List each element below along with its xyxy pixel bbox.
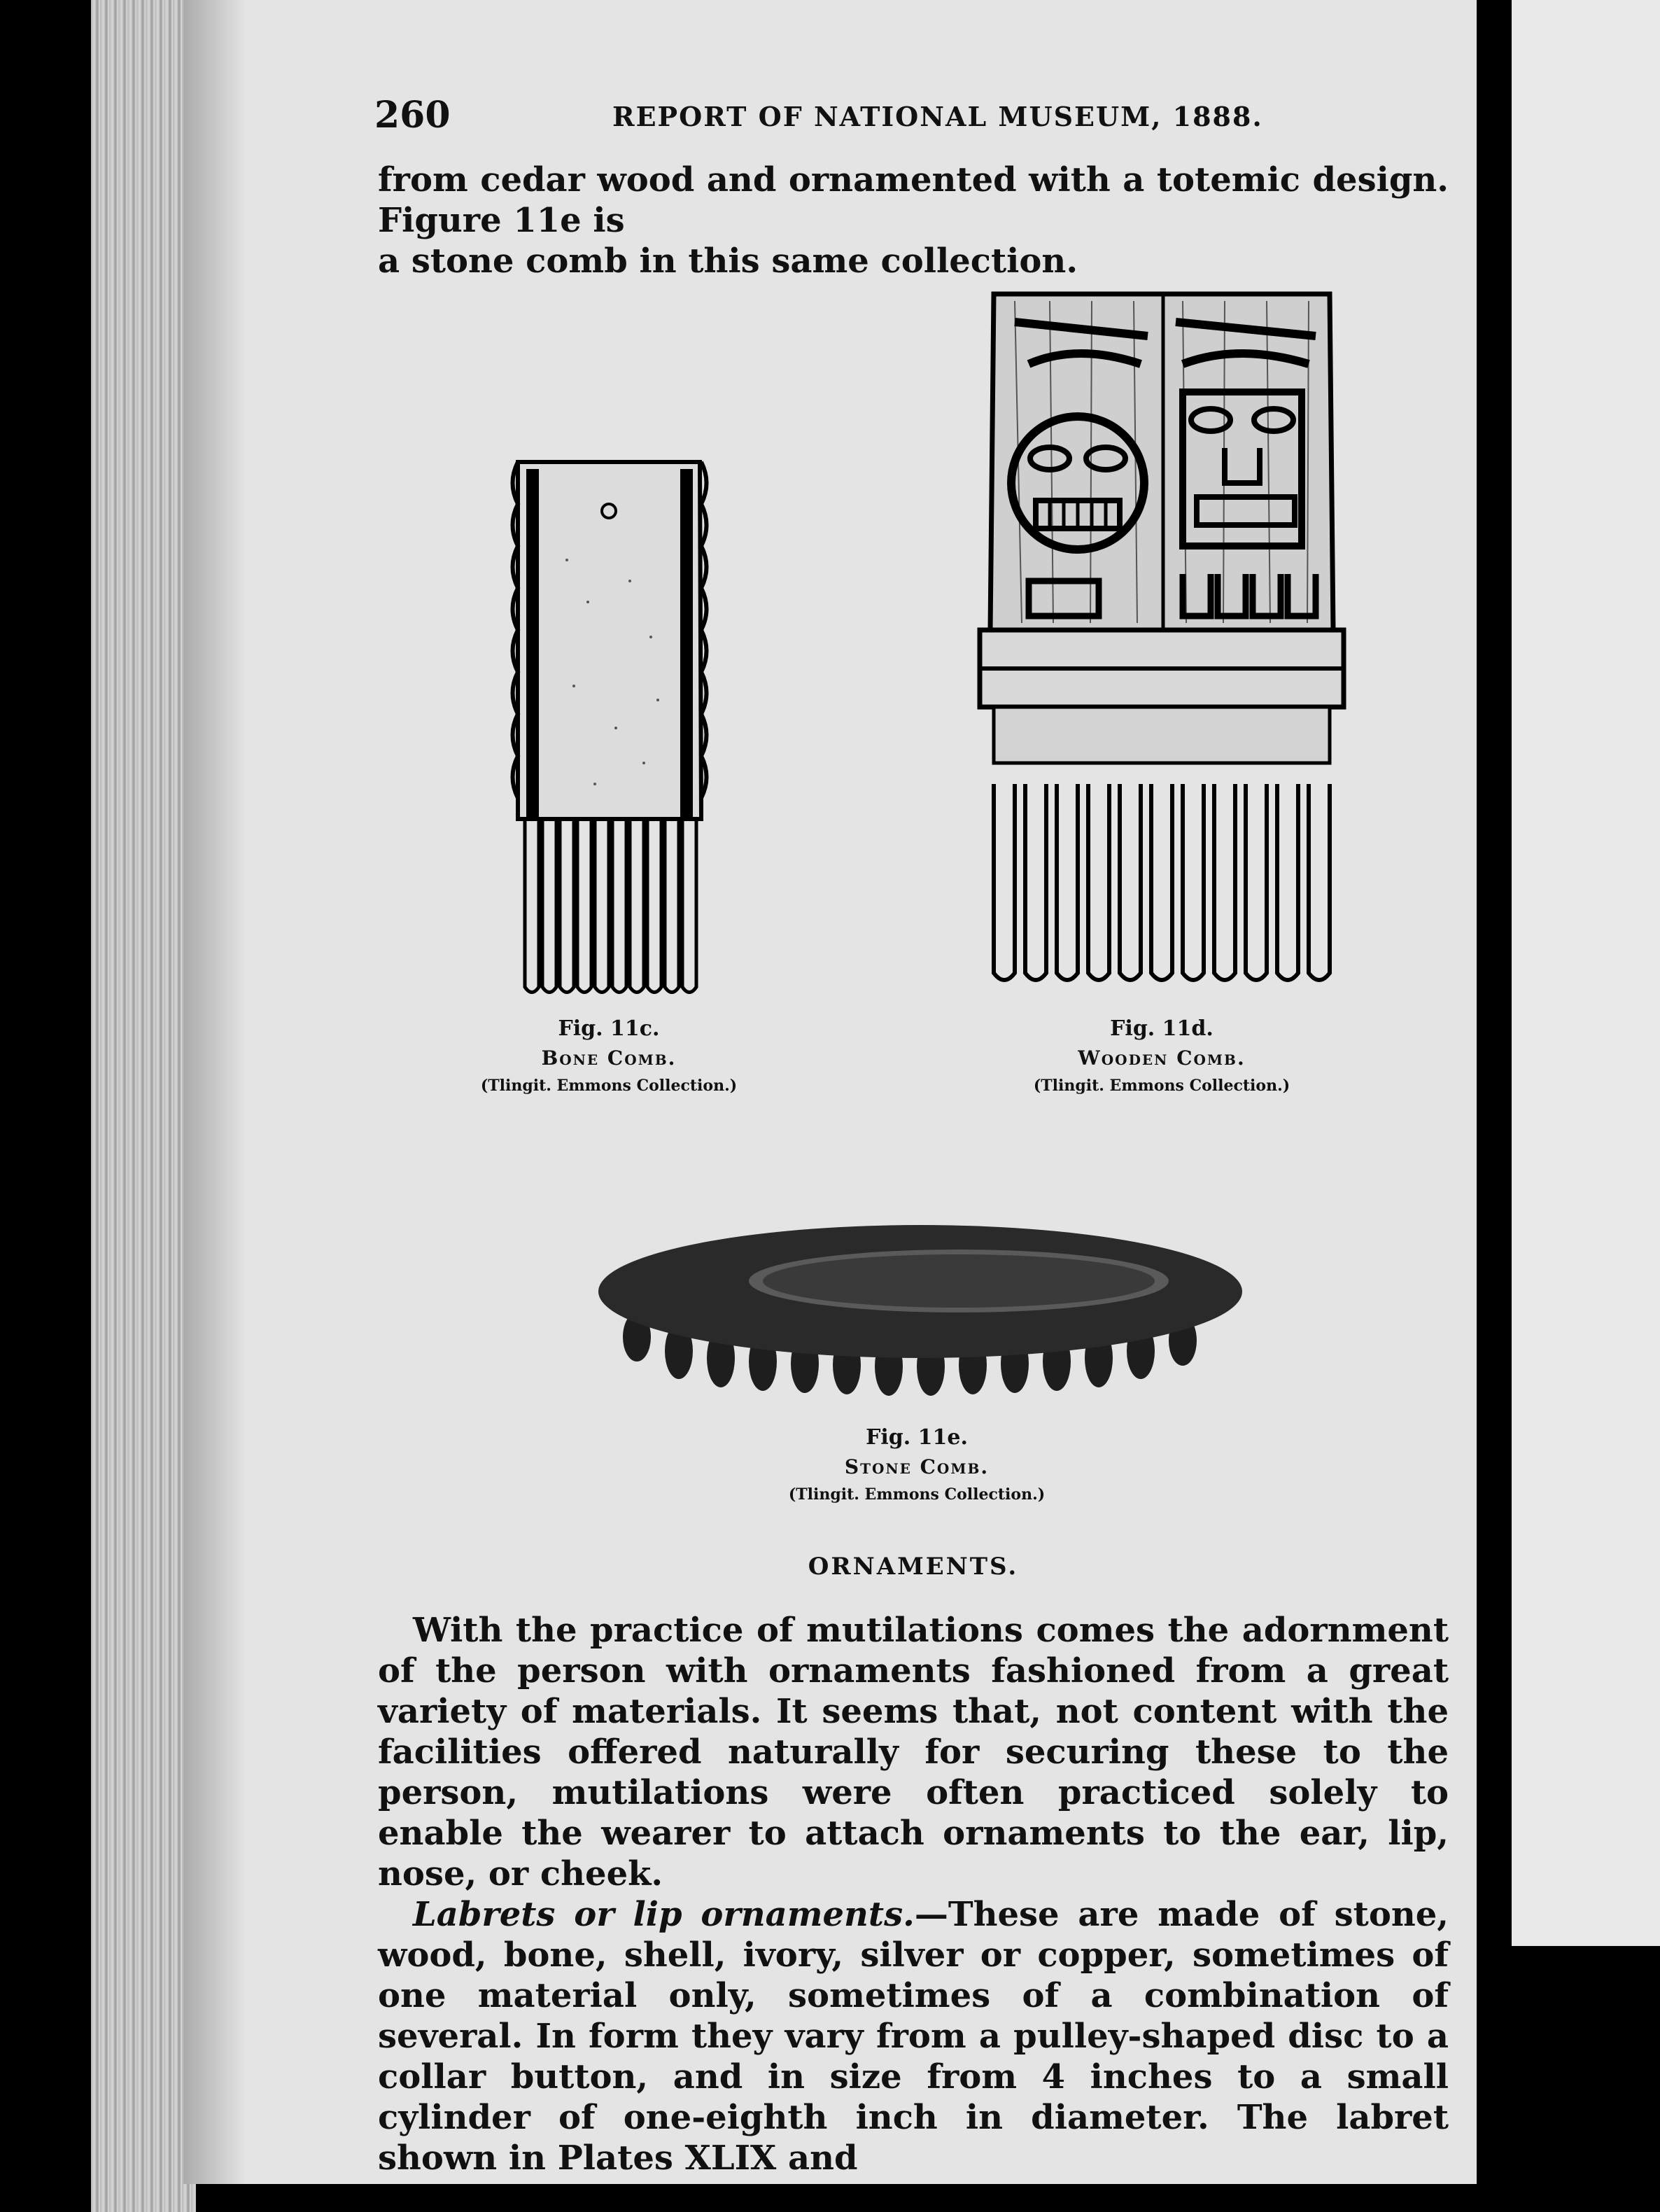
fig-11d-collection: (Tlingit. Emmons Collection.) [1033,1077,1290,1095]
fig-11d-name: Wooden Comb. [1078,1046,1246,1070]
page-number: 260 [374,94,451,136]
page-gutter-shadow [183,0,246,2184]
fig-11c-caption [441,1016,777,1095]
fig-11c-name: Bone Comb. [541,1046,677,1070]
running-head: REPORT OF NATIONAL MUSEUM, 1888. [612,101,1263,132]
book-page-edges [91,0,196,2212]
page-gap [1477,0,1512,2212]
fig-11d-caption [980,1016,1344,1095]
fig-11c-label: Fig. 11c. [558,1016,660,1041]
fig-11e-name: Stone Comb. [844,1455,990,1478]
intro-line-2: a stone comb in this same collection. [378,241,1078,281]
fig-11c-collection: (Tlingit. Emmons Collection.) [480,1077,738,1095]
paragraph-2 [378,1894,1449,2178]
facing-page [1512,0,1660,1946]
fig-11e-label: Fig. 11e. [866,1425,968,1450]
fig-11d-label: Fig. 11d. [1110,1016,1214,1041]
page-header [374,94,1438,143]
stone-comb-illustration [595,1204,1246,1414]
wooden-comb-illustration [973,280,1351,1001]
intro-paragraph [378,160,1449,281]
fig-11e-collection: (Tlingit. Emmons Collection.) [788,1485,1046,1504]
paragraph-2-lead: Labrets or lip ornaments. [413,1895,915,1934]
intro-line-1: from cedar wood and ornamented with a totemic design. Figure 11e is [378,160,1449,240]
section-heading: ORNAMENTS. [808,1553,1019,1581]
paragraph-1: With the practice of mutilations comes the adornment of the person with ornaments fashioned from a great variety of materials. It seems that, not content with the facilities offered naturally for securing these to the person, mutilations were often practiced solely to enable the wearer to attach ornaments to the ear, lip, nose, or cheek. [378,1611,1449,1893]
bone-comb-illustration [504,455,714,1001]
section-body [378,1610,1449,2178]
paragraph-2-rest: —These are made of stone, wood, bone, shell, ivory, silver or copper, sometimes of one material only, sometimes of a combination of several. In form they vary from a pulley-shaped disc to a collar button, and in size from 4 inches to a small cylinder of one-eighth inch in diameter. The labret shown in Plates XLIX and [378,1895,1449,2178]
fig-11e-caption [735,1425,1099,1504]
